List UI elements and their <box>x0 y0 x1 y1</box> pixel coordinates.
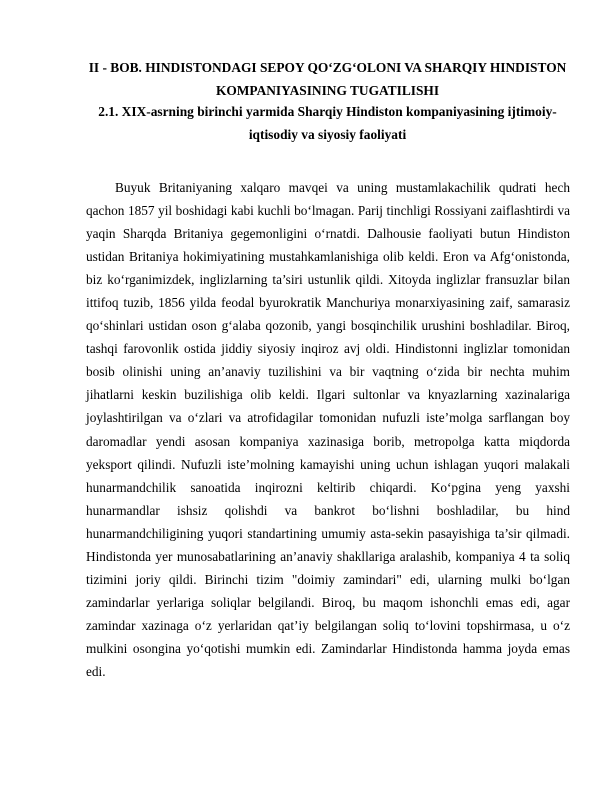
section-title: 2.1. XIX-asrning birinchi yarmida Sharqiy Hindiston kompaniyasining ijtimoiy-iqtisodiy va siyosiy faoliyati <box>98 104 557 142</box>
body-paragraph: Buyuk Britaniyaning xalqaro mavqei va uning mustamlakachilik qudrati hech qachon 1857 yil boshidagi kabi kuchli bo‘lmagan. Parij tinchligi Rossiyani zaiflashtirdi va yaqin Sharqda Britaniya gegemonligini o‘rnatdi. Dalhousie faoliyati butun Hindiston ustidan Britaniya hokimiyatining mustahkamlanishiga olib keldi. Eron va Afg‘onistonda, biz ko‘rganimizdek, inglizlarning ta’siri ustunlik qildi. Xitoyda inglizlar fransuzlar bilan ittifoq tuzib, 1856 yilda feodal byurokratik Manchuriya monarxiyasining zaif, samarasiz qo‘shinlari ustidan oson g‘alaba qozonib, yangi bosqinchilik urushini boshladilar. Biroq, tashqi farovonlik ostida jiddiy siyosiy inqiroz avj oldi. Hindistonni inglizlar tomonidan bosib olinishi uning an’anaviy tuzilishini va bir vaqtning o‘zida bir nechta muhim jihatlarni keskin buzilishiga olib keldi. Ilgari sultonlar va knyazlarning xazinalariga joylashtirilgan va o‘zlari va atrofidagilar tomonidan nufuzli iste’molga sarflangan boy daromadlar yendi asosan kompaniya xazinasiga borib, metropolga katta miqdorda yeksport qilindi. Nufuzli iste’molning kamayishi uning uchun ishlagan yuqori malakali hunarmandchilik sanoatida inqirozni keltirib chiqardi. Ko‘pgina yeng yaxshi hunarmandlar ishsiz qolishdi va bankrot bo‘lishni boshladilar, bu hind hunarmandchiligining yuqori standartining umumiy asta-sekin pasayishiga ta’sir qilmadi. Hindistonda yer munosabatlarining an’anaviy shakllariga aralashib, kompaniya 4 ta soliq tizimini joriy qildi. Birinchi tizim "doimiy zamindari" edi, ularning mulki bo‘lgan zamindarlar yerlariga soliqlar belgilandi. Biroq, bu maqom ishonchli emas edi, agar zamindar xazinaga o‘z yerlaridan qat’iy belgilangan soliq to‘lovini topshirmasa, u o‘z mulkini osongina yo‘qotishi mumkin edi. Zamindarlar Hindistonda hamma joyda emas edi. <box>86 180 570 679</box>
chapter-title: II - BOB. HINDISTONDAGI SEPOY QO‘ZG‘OLONI VA SHARQIY HINDISTON KOMPANIYASINING TUGATILISHI <box>88 60 567 98</box>
